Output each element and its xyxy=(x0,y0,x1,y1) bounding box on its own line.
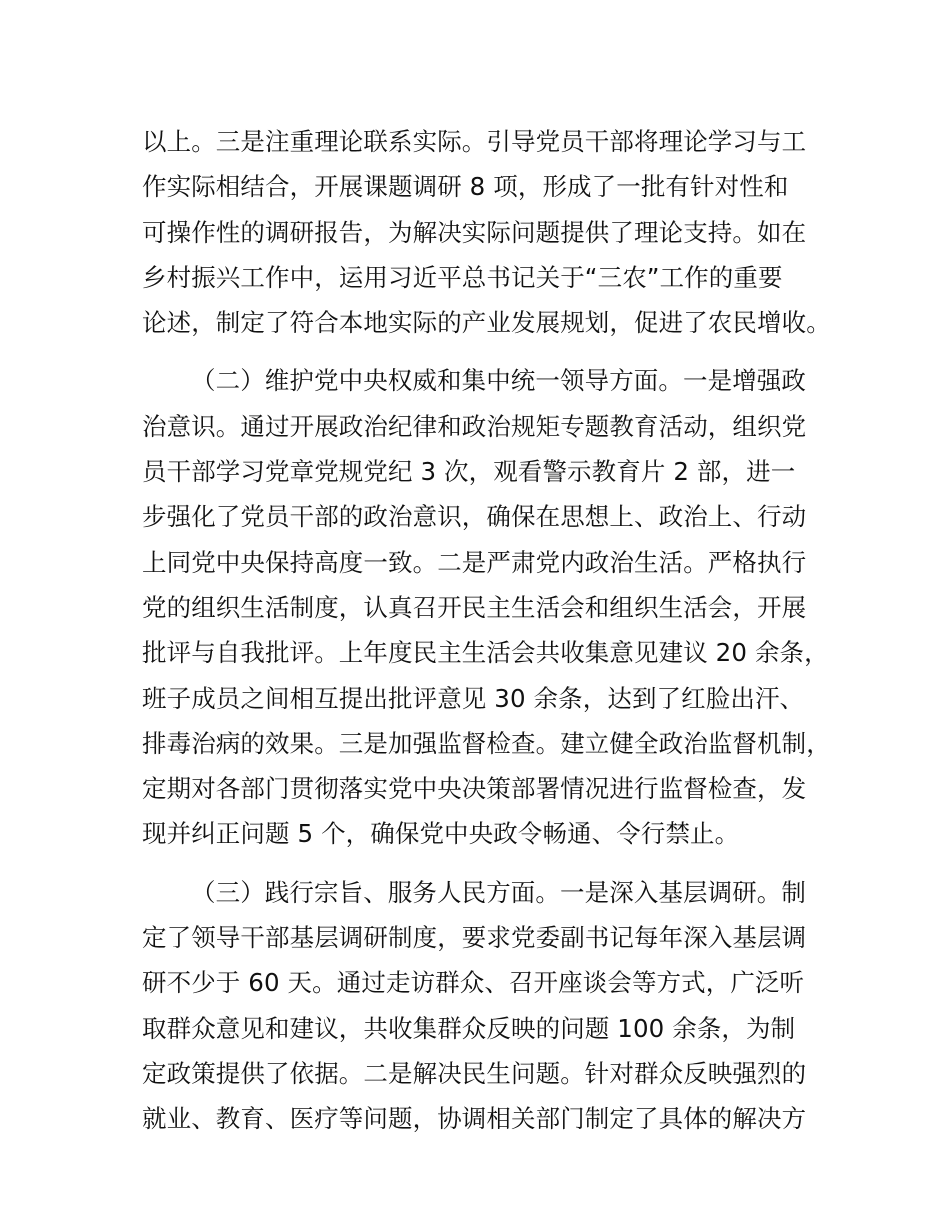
text-line: 上同党中央保持高度一致。二是严肃党内政治生活。严格执行 xyxy=(142,547,807,577)
text-line: （二）维护党中央权威和集中统一领导方面。一是增强政 xyxy=(191,366,806,396)
text-line: 取群众意见和建议，共收集群众反映的问题 100 余条，为制 xyxy=(142,1013,796,1043)
text-line: 班子成员之间相互提出批评意见 30 余条，达到了红脸出汗、 xyxy=(142,683,805,713)
text-line: 作实际相结合，开展课题调研 8 项，形成了一批有针对性和 xyxy=(142,172,789,202)
paragraph-section-3 xyxy=(142,870,842,1142)
document-body xyxy=(142,119,842,1142)
text-line: （三）践行宗旨、服务人民方面。一是深入基层调研。制 xyxy=(191,877,806,907)
text-line: 可操作性的调研报告，为解决实际问题提供了理论支持。如在 xyxy=(142,217,807,247)
text-line: 现并纠正问题 5 个，确保党中央政令畅通、令行禁止。 xyxy=(142,819,740,849)
text-line: 批评与自我批评。上年度民主生活会共收集意见建议 20 余条， xyxy=(142,638,829,668)
text-line: 定期对各部门贯彻落实党中央决策部署情况进行监督检查，发 xyxy=(142,774,807,804)
text-line: 就业、教育、医疗等问题，协调相关部门制定了具体的解决方 xyxy=(142,1104,807,1134)
text-line: 乡村振兴工作中，运用习近平总书记关于“三农”工作的重要 xyxy=(142,262,783,292)
text-line: 定政策提供了依据。二是解决民生问题。针对群众反映强烈的 xyxy=(142,1058,807,1088)
paragraph-section-2 xyxy=(142,358,842,856)
paragraph-continuation xyxy=(142,119,842,345)
text-line: 排毒治病的效果。三是加强监督检查。建立健全政治监督机制， xyxy=(142,728,831,758)
text-line: 研不少于 60 天。通过走访群众、召开座谈会等方式，广泛听 xyxy=(142,968,805,998)
text-line: 论述，制定了符合本地实际的产业发展规划，促进了农民增收。 xyxy=(142,308,831,338)
paragraph-spacer xyxy=(142,345,842,358)
text-line: 以上。三是注重理论联系实际。引导党员干部将理论学习与工 xyxy=(142,127,807,156)
text-line: 步强化了党员干部的政治意识，确保在思想上、政治上、行动 xyxy=(142,502,807,532)
text-line: 治意识。通过开展政治纪律和政治规矩专题教育活动，组织党 xyxy=(142,411,807,441)
text-line: 党的组织生活制度，认真召开民主生活会和组织生活会，开展 xyxy=(142,592,807,622)
text-line: 员干部学习党章党规党纪 3 次，观看警示教育片 2 部，进一 xyxy=(142,457,796,487)
text-line: 定了领导干部基层调研制度，要求党委副书记每年深入基层调 xyxy=(142,923,807,953)
paragraph-spacer xyxy=(142,857,842,870)
